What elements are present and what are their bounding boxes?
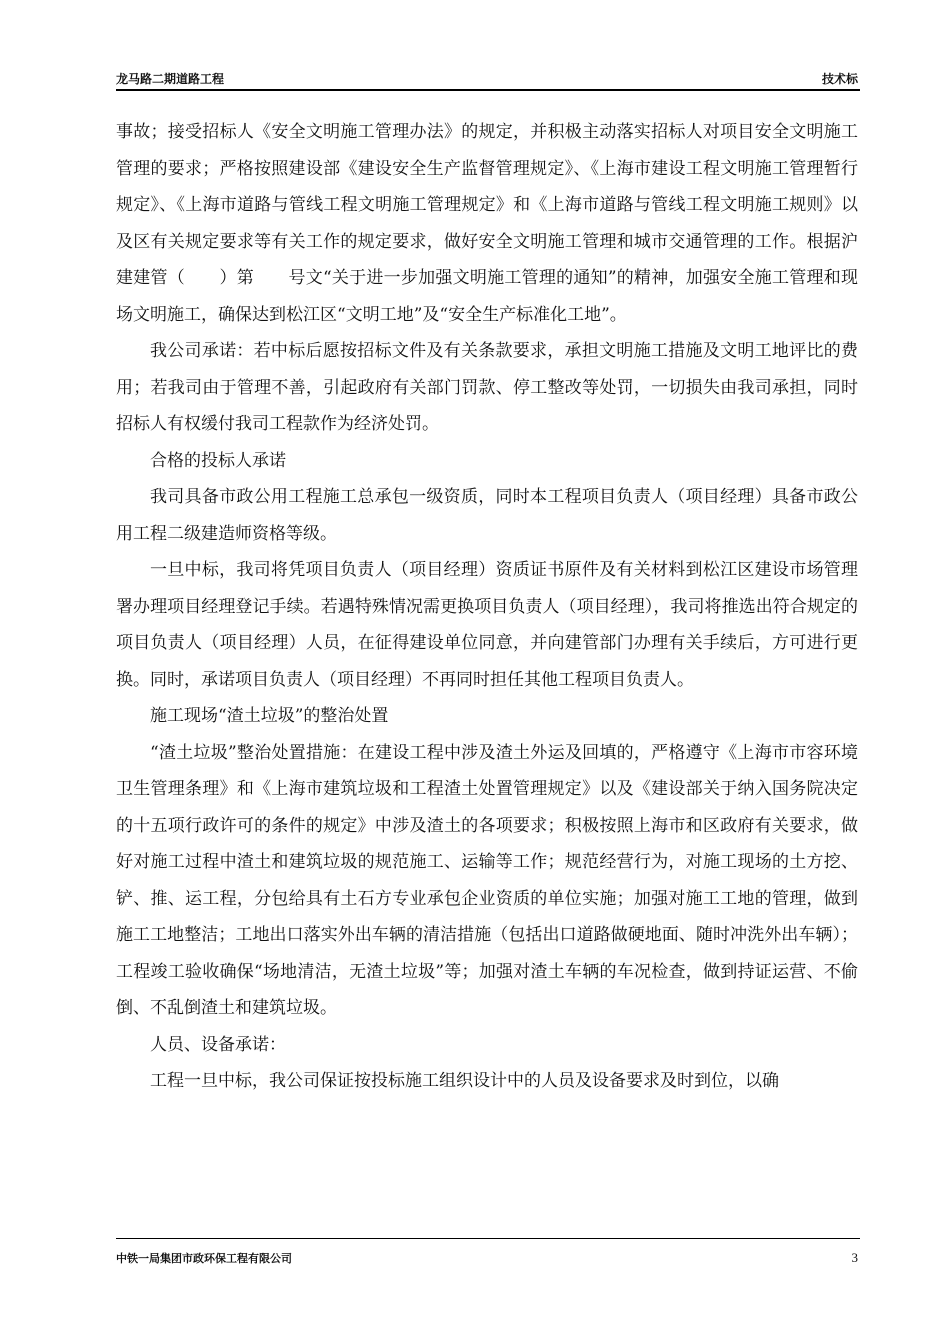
paragraph: 事故；接受招标人《安全文明施工管理办法》的规定，并积极主动落实招标人对项目安全文明施工管理的要求；严格按照建设部《建设安全生产监督管理规定》、《上海市建设工程文明施工管理暂行规定》、《上海市道路与管线工程文明施工管理规定》和《上海市道路与管线工程文明施工规则》以及区有关规定要求等有关工作的规定要求，做好安全文明施工管理和城市交通管理的工作。根据沪建建管（ ）第 号文“关于进一步加强文明施工管理的通知”的精神，加强安全施工管理和现场文明施工，确保达到松江区“文明工地”及“安全生产标准化工地”。 [116, 122, 858, 325]
paragraph: 我司具备市政公用工程施工总承包一级资质，同时本工程项目负责人（项目经理）具备市政公用工程二级建造师资格等级。 [116, 487, 858, 544]
footer-company-name: 中铁一局集团市政环保工程有限公司 [116, 1252, 292, 1265]
paragraph: 一旦中标，我司将凭项目负责人（项目经理）资质证书原件及有关材料到松江区建设市场管理署办理项目经理登记手续。若遇特殊情况需更换项目负责人（项目经理），我司将推选出符合规定的项目负责人（项目经理）人员，在征得建设单位同意，并向建管部门办理有关手续后，方可进行更换。同时，承诺项目负责人（项目经理）不再同时担任其他工程项目负责人。 [116, 560, 858, 690]
section-heading: 合格的投标人承诺 [150, 450, 286, 471]
paragraph: 工程一旦中标，我公司保证按投标施工组织设计中的人员及设备要求及时到位，以确 [150, 1071, 779, 1091]
page-number: 3 [851, 1250, 858, 1265]
page-footer [116, 1250, 860, 1270]
paragraph: 我公司承诺：若中标后愿按招标文件及有关条款要求，承担文明施工措施及文明工地评比的费用；若我司由于管理不善，引起政府有关部门罚款、停工整改等处罚，一切损失由我司承担，同时招标人有权缓付我司工程款作为经济处罚。 [116, 341, 858, 434]
footer-rule [116, 1238, 860, 1239]
header-project-title: 龙马路二期道路工程 [116, 72, 225, 86]
page-header [116, 70, 860, 90]
section-heading: 人员、设备承诺： [150, 1034, 286, 1055]
header-section-label: 技术标 [821, 72, 858, 86]
header-rule [116, 89, 860, 91]
document-body [116, 114, 858, 1100]
paragraph: “渣土垃圾”整治处置措施：在建设工程中涉及渣土外运及回填的，严格遵守《上海市市容环境卫生管理条理》和《上海市建筑垃圾和工程渣土处置管理规定》以及《建设部关于纳入国务院决定的十五项行政许可的条件的规定》中涉及渣土的各项要求；积极按照上海市和区政府有关要求，做好对施工过程中渣土和建筑垃圾的规范施工、运输等工作；规范经营行为，对施工现场的土方挖、铲、推、运工程，分包给具有土石方专业承包企业资质的单位实施；加强对施工工地的管理，做到施工工地整洁；工地出口落实外出车辆的清洁措施（包括出口道路做硬地面、随时冲洗外出车辆）；工程竣工验收确保“场地清洁，无渣土垃圾”等；加强对渣土车辆的车况检查，做到持证运营、不偷倒、不乱倒渣土和建筑垃圾。 [116, 742, 858, 1018]
section-heading: 施工现场“渣土垃圾”的整治处置 [150, 706, 389, 726]
